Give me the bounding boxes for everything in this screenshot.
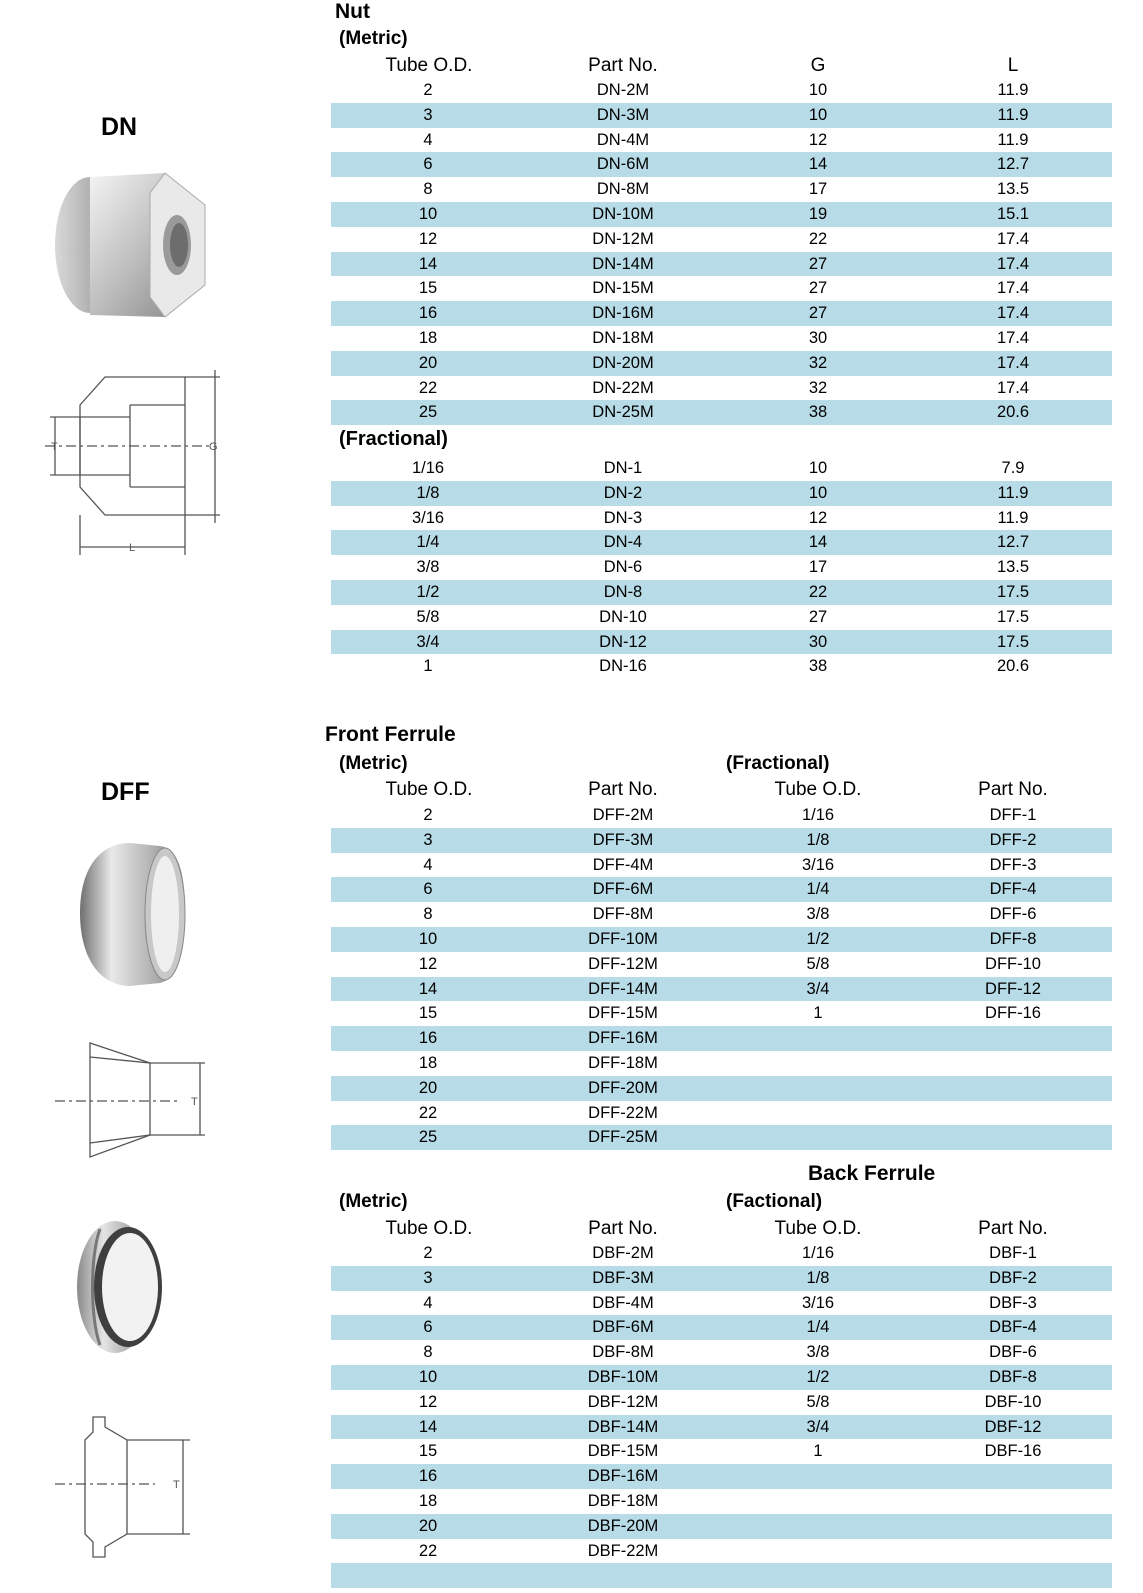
table-cell: 1/8 [416, 483, 440, 502]
table-cell: DFF-20M [588, 1078, 658, 1097]
table-cell: 38 [808, 403, 828, 422]
table-cell: 3/4 [806, 979, 830, 998]
table-cell: DFF-16 [985, 1004, 1041, 1023]
back-ferrule-drawing-t: T [173, 1479, 180, 1491]
table-cell: 7.9 [1001, 459, 1025, 477]
table-row [331, 177, 1112, 202]
nut-side-label: DN [101, 113, 138, 141]
table-cell: 10 [418, 204, 438, 223]
table-cell: 16 [418, 1467, 438, 1486]
table-cell: DBF-4 [989, 1318, 1037, 1337]
table-cell: DN-2M [596, 81, 650, 99]
table-row [331, 1101, 1112, 1126]
table-cell: 3/8 [806, 905, 830, 924]
table-row [331, 481, 1112, 506]
table-cell: 22 [418, 1103, 438, 1122]
table-row [331, 1076, 1112, 1101]
nut-fractional-table [331, 456, 1112, 679]
table-cell: 11.9 [997, 483, 1029, 502]
nut-header-part-no: Part No. [588, 55, 658, 76]
table-row [331, 252, 1112, 277]
table-cell: 17.5 [996, 607, 1030, 626]
table-cell: 8 [423, 180, 433, 199]
table-cell: DFF-12 [985, 979, 1041, 998]
table-cell: DN-3M [596, 105, 650, 124]
table-cell: 25 [418, 403, 438, 422]
table-row [331, 927, 1112, 952]
table-row [331, 1291, 1112, 1316]
table-cell: 20 [418, 353, 438, 372]
table-cell: DBF-16 [984, 1442, 1042, 1461]
table-cell: 3 [423, 105, 433, 124]
front-ferrule-header-part-no-metric: Part No. [588, 779, 658, 800]
table-row [331, 1489, 1112, 1514]
table-cell: 6 [423, 155, 433, 174]
table-cell: DFF-1 [989, 806, 1037, 824]
table-cell: 20.6 [996, 657, 1030, 676]
nut-title: Nut [335, 0, 370, 23]
table-cell: 22 [418, 378, 438, 397]
table-cell: DN-20M [592, 353, 654, 372]
table-cell: DFF-12M [588, 954, 658, 973]
table-cell: DFF-16M [588, 1029, 658, 1048]
table-cell: 17.4 [996, 229, 1030, 248]
table-row [331, 1390, 1112, 1415]
table-cell: 10 [808, 105, 828, 124]
table-cell: 1 [423, 657, 433, 676]
table-cell: DFF-10M [588, 929, 658, 948]
table-cell: 30 [808, 328, 828, 347]
table-cell: 11.9 [997, 81, 1029, 99]
table-row [331, 1439, 1112, 1464]
back-ferrule-metric-label: (Metric) [339, 1191, 408, 1212]
table-cell: DN-10M [592, 204, 654, 223]
table-cell: DBF-4M [592, 1293, 654, 1312]
table-cell: 30 [808, 632, 828, 651]
front-ferrule-header-tube-od-metric: Tube O.D. [385, 779, 473, 800]
table-cell: DFF-6M [592, 880, 654, 899]
table-row [331, 1415, 1112, 1440]
table-cell: DBF-3M [592, 1268, 654, 1287]
table-cell: 1/4 [806, 880, 830, 899]
table-cell: 32 [808, 353, 828, 372]
table-cell: 15 [418, 279, 438, 298]
table-row [331, 1266, 1112, 1291]
back-ferrule-drawing [55, 1412, 215, 1562]
table-cell: DN-15M [592, 279, 654, 298]
table-cell: DN-12 [599, 632, 647, 651]
table-cell: DN-18M [592, 328, 654, 347]
table-row [331, 1315, 1112, 1340]
table-cell: DFF-8M [592, 905, 654, 924]
table-cell: DN-10 [599, 607, 647, 626]
table-cell: 10 [808, 81, 828, 99]
front-ferrule-drawing [55, 1035, 215, 1165]
table-cell: DBF-6 [989, 1343, 1037, 1362]
table-row [331, 1539, 1112, 1564]
front-ferrule-title: Front Ferrule [325, 723, 456, 746]
table-cell: DN-22M [592, 378, 654, 397]
table-cell: 17 [808, 180, 828, 199]
table-cell: 17.4 [996, 378, 1030, 397]
table-cell: 10 [808, 483, 828, 502]
table-cell: 2 [423, 81, 433, 99]
table-cell: 10 [418, 929, 438, 948]
table-cell: 3/4 [416, 632, 440, 651]
table-cell: DBF-3 [989, 1293, 1037, 1312]
table-cell: 18 [418, 1491, 438, 1510]
table-cell: DFF-14M [588, 979, 658, 998]
table-cell: DFF-4 [989, 880, 1037, 899]
table-cell: DBF-15M [587, 1442, 659, 1461]
table-row [331, 555, 1112, 580]
table-row [331, 301, 1112, 326]
table-cell: 1/4 [416, 533, 440, 552]
table-cell: DN-1 [603, 459, 643, 477]
table-cell: 10 [808, 459, 828, 477]
table-cell: 1/8 [806, 830, 830, 849]
table-cell: DBF-6M [592, 1318, 654, 1337]
table-row [331, 202, 1112, 227]
back-ferrule-photo [70, 1215, 170, 1360]
table-cell: 6 [423, 880, 433, 899]
table-cell: 3 [423, 1268, 433, 1287]
front-ferrule-drawing-t: T [191, 1096, 198, 1108]
table-row [331, 456, 1112, 481]
table-cell: 11.9 [997, 508, 1029, 527]
table-row [331, 1051, 1112, 1076]
table-cell: 17.4 [996, 328, 1030, 347]
table-cell: DN-8M [596, 180, 650, 199]
table-cell: 1/2 [416, 582, 440, 601]
table-cell: 18 [418, 328, 438, 347]
table-row [331, 1365, 1112, 1390]
table-cell: 12.7 [996, 155, 1030, 174]
table-cell: 17.4 [996, 279, 1030, 298]
table-row [331, 853, 1112, 878]
table-cell: DBF-12 [984, 1417, 1042, 1436]
table-cell: DFF-22M [588, 1103, 658, 1122]
table-row [331, 506, 1112, 531]
table-cell: 20 [418, 1516, 438, 1535]
table-cell: 16 [418, 304, 438, 323]
nut-fractional-label: (Fractional) [339, 428, 448, 450]
table-cell: 17.4 [996, 353, 1030, 372]
table-cell: DBF-22M [587, 1541, 659, 1560]
table-cell: 17.4 [996, 304, 1030, 323]
table-cell: DN-25M [592, 403, 654, 422]
table-cell: 14 [418, 1417, 438, 1436]
table-cell: DFF-8 [989, 929, 1037, 948]
table-cell: DFF-25M [588, 1128, 658, 1147]
table-cell: 14 [808, 155, 828, 174]
table-cell: 12 [418, 229, 438, 248]
table-cell: 3/16 [411, 508, 445, 527]
table-row [331, 605, 1112, 630]
nut-metric-table [331, 78, 1112, 425]
table-row [331, 152, 1112, 177]
table-cell: DN-2 [603, 483, 643, 502]
table-row [331, 351, 1112, 376]
table-cell: 3/8 [806, 1343, 830, 1362]
back-ferrule-header-part-no-fractional: Part No. [978, 1218, 1048, 1239]
nut-header-tube-od: Tube O.D. [385, 55, 473, 76]
table-row [331, 78, 1112, 103]
table-cell: 1/2 [806, 929, 830, 948]
table-cell: 18 [418, 1053, 438, 1072]
table-row [331, 326, 1112, 351]
table-cell: 3/8 [416, 558, 440, 577]
table-cell: DN-3 [603, 508, 643, 527]
table-cell: 14 [418, 254, 438, 273]
table-cell: DBF-8M [592, 1343, 654, 1362]
table-cell: 11.9 [997, 105, 1029, 124]
table-cell: 5/8 [806, 1392, 830, 1411]
table-cell: DBF-1 [989, 1244, 1037, 1262]
table-cell: 1/2 [806, 1367, 830, 1386]
table-cell: 20.6 [996, 403, 1030, 422]
table-row [331, 1125, 1112, 1150]
table-cell: 27 [808, 254, 828, 273]
table-cell: DN-4M [596, 130, 650, 149]
table-row [331, 952, 1112, 977]
table-cell: 11.9 [997, 130, 1029, 149]
table-cell: 25 [418, 1128, 438, 1147]
table-row [331, 1464, 1112, 1489]
table-cell: 1 [813, 1442, 823, 1461]
table-row [331, 1563, 1112, 1588]
table-cell: 22 [808, 582, 828, 601]
table-cell: 15.1 [996, 204, 1030, 223]
nut-drawing-t: T [51, 441, 58, 453]
nut-photo [45, 165, 215, 325]
front-ferrule-fractional-label: (Fractional) [726, 753, 830, 774]
table-cell: DN-6M [596, 155, 650, 174]
table-cell: 1/16 [411, 459, 445, 477]
table-cell: 12 [418, 954, 438, 973]
table-row [331, 1001, 1112, 1026]
nut-drawing-g: G [209, 441, 218, 453]
table-cell: 27 [808, 279, 828, 298]
table-cell: DBF-8 [989, 1367, 1037, 1386]
table-cell: DFF-18M [588, 1053, 658, 1072]
table-cell: 14 [808, 533, 828, 552]
table-cell: DN-12M [592, 229, 654, 248]
table-row [331, 803, 1112, 828]
table-cell: DFF-15M [588, 1004, 658, 1023]
table-cell: 12 [808, 508, 828, 527]
table-cell: DBF-2 [989, 1268, 1037, 1287]
table-row [331, 1026, 1112, 1051]
table-cell: 17 [808, 558, 828, 577]
back-ferrule-title: Back Ferrule [808, 1162, 936, 1185]
front-ferrule-metric-label: (Metric) [339, 753, 408, 774]
table-cell: 27 [808, 304, 828, 323]
table-cell: 15 [418, 1442, 438, 1461]
table-cell: 1/16 [801, 806, 835, 824]
table-cell: DBF-16M [587, 1467, 659, 1486]
table-cell: 8 [423, 1343, 433, 1362]
table-cell: DFF-10 [985, 954, 1041, 973]
table-row [331, 902, 1112, 927]
table-row [331, 977, 1112, 1002]
table-cell: 1/16 [801, 1244, 835, 1262]
table-row [331, 400, 1112, 425]
table-cell: 32 [808, 378, 828, 397]
table-cell: DBF-12M [587, 1392, 659, 1411]
table-cell: 12 [808, 130, 828, 149]
table-cell: DFF-3M [592, 830, 654, 849]
table-cell: DBF-14M [587, 1417, 659, 1436]
table-cell: 4 [423, 855, 433, 874]
table-row [331, 630, 1112, 655]
table-row [331, 530, 1112, 555]
back-ferrule-table [331, 1241, 1112, 1588]
table-cell: DN-16 [599, 657, 647, 676]
table-cell: 1/8 [806, 1268, 830, 1287]
nut-header-g: G [810, 55, 826, 76]
table-cell: 3/4 [806, 1417, 830, 1436]
table-cell: DBF-10M [587, 1367, 659, 1386]
table-row [331, 276, 1112, 301]
table-cell: 2 [423, 1244, 433, 1262]
table-cell: 13.5 [996, 558, 1030, 577]
table-cell: 20 [418, 1078, 438, 1097]
table-row [331, 1241, 1112, 1266]
table-cell: DFF-3 [989, 855, 1037, 874]
table-cell: 17.5 [996, 582, 1030, 601]
table-cell: 1/4 [806, 1318, 830, 1337]
table-row [331, 103, 1112, 128]
table-cell: 3 [423, 830, 433, 849]
table-cell: 3/16 [801, 855, 835, 874]
table-cell: DFF-6 [989, 905, 1037, 924]
table-cell: 8 [423, 905, 433, 924]
front-ferrule-header-tube-od-fractional: Tube O.D. [774, 779, 862, 800]
table-row [331, 1340, 1112, 1365]
back-ferrule-header-tube-od-fractional: Tube O.D. [774, 1218, 862, 1239]
nut-drawing [35, 365, 240, 560]
table-row [331, 227, 1112, 252]
table-cell: DBF-18M [587, 1491, 659, 1510]
table-cell: 22 [418, 1541, 438, 1560]
table-row [331, 128, 1112, 153]
table-cell: 10 [418, 1367, 438, 1386]
table-cell: DFF-2M [592, 806, 654, 824]
table-cell: DN-8 [603, 582, 643, 601]
table-cell: 22 [808, 229, 828, 248]
table-cell: 14 [418, 979, 438, 998]
back-ferrule-header-tube-od-metric: Tube O.D. [385, 1218, 473, 1239]
table-cell: 3/16 [801, 1293, 835, 1312]
table-row [331, 376, 1112, 401]
table-row [331, 654, 1112, 679]
nut-metric-label: (Metric) [339, 28, 408, 49]
table-cell: 2 [423, 806, 433, 824]
table-cell: 4 [423, 130, 433, 149]
table-row [331, 877, 1112, 902]
table-row [331, 828, 1112, 853]
front-ferrule-side-label: DFF [101, 778, 150, 806]
back-ferrule-fractional-label: (Factional) [726, 1191, 823, 1212]
table-cell: DFF-2 [989, 830, 1037, 849]
table-cell: 4 [423, 1293, 433, 1312]
table-cell: 1 [813, 1004, 823, 1023]
table-cell: 38 [808, 657, 828, 676]
table-cell: 17.5 [996, 632, 1030, 651]
front-ferrule-table [331, 803, 1112, 1150]
table-cell: 27 [808, 607, 828, 626]
table-cell: DN-4 [603, 533, 643, 552]
table-cell: 16 [418, 1029, 438, 1048]
table-cell: 5/8 [416, 607, 440, 626]
table-cell: 15 [418, 1004, 438, 1023]
table-cell: DN-14M [592, 254, 654, 273]
nut-drawing-l: L [129, 542, 136, 554]
nut-header-l: L [1007, 55, 1019, 76]
table-cell: 13.5 [996, 180, 1030, 199]
table-row [331, 580, 1112, 605]
table-cell: DFF-4M [592, 855, 654, 874]
table-cell: 5/8 [806, 954, 830, 973]
table-cell: DBF-2M [592, 1244, 654, 1262]
table-cell: 19 [808, 204, 828, 223]
table-cell: DN-16M [592, 304, 654, 323]
table-cell: 12 [418, 1392, 438, 1411]
back-ferrule-header-part-no-metric: Part No. [588, 1218, 658, 1239]
front-ferrule-header-part-no-fractional: Part No. [978, 779, 1048, 800]
table-cell: DBF-20M [587, 1516, 659, 1535]
table-row [331, 1514, 1112, 1539]
table-cell: 17.4 [996, 254, 1030, 273]
table-cell: DBF-10 [984, 1392, 1042, 1411]
table-cell: 12.7 [996, 533, 1030, 552]
table-cell: DN-6 [603, 558, 643, 577]
table-cell: 6 [423, 1318, 433, 1337]
front-ferrule-photo [70, 838, 190, 993]
